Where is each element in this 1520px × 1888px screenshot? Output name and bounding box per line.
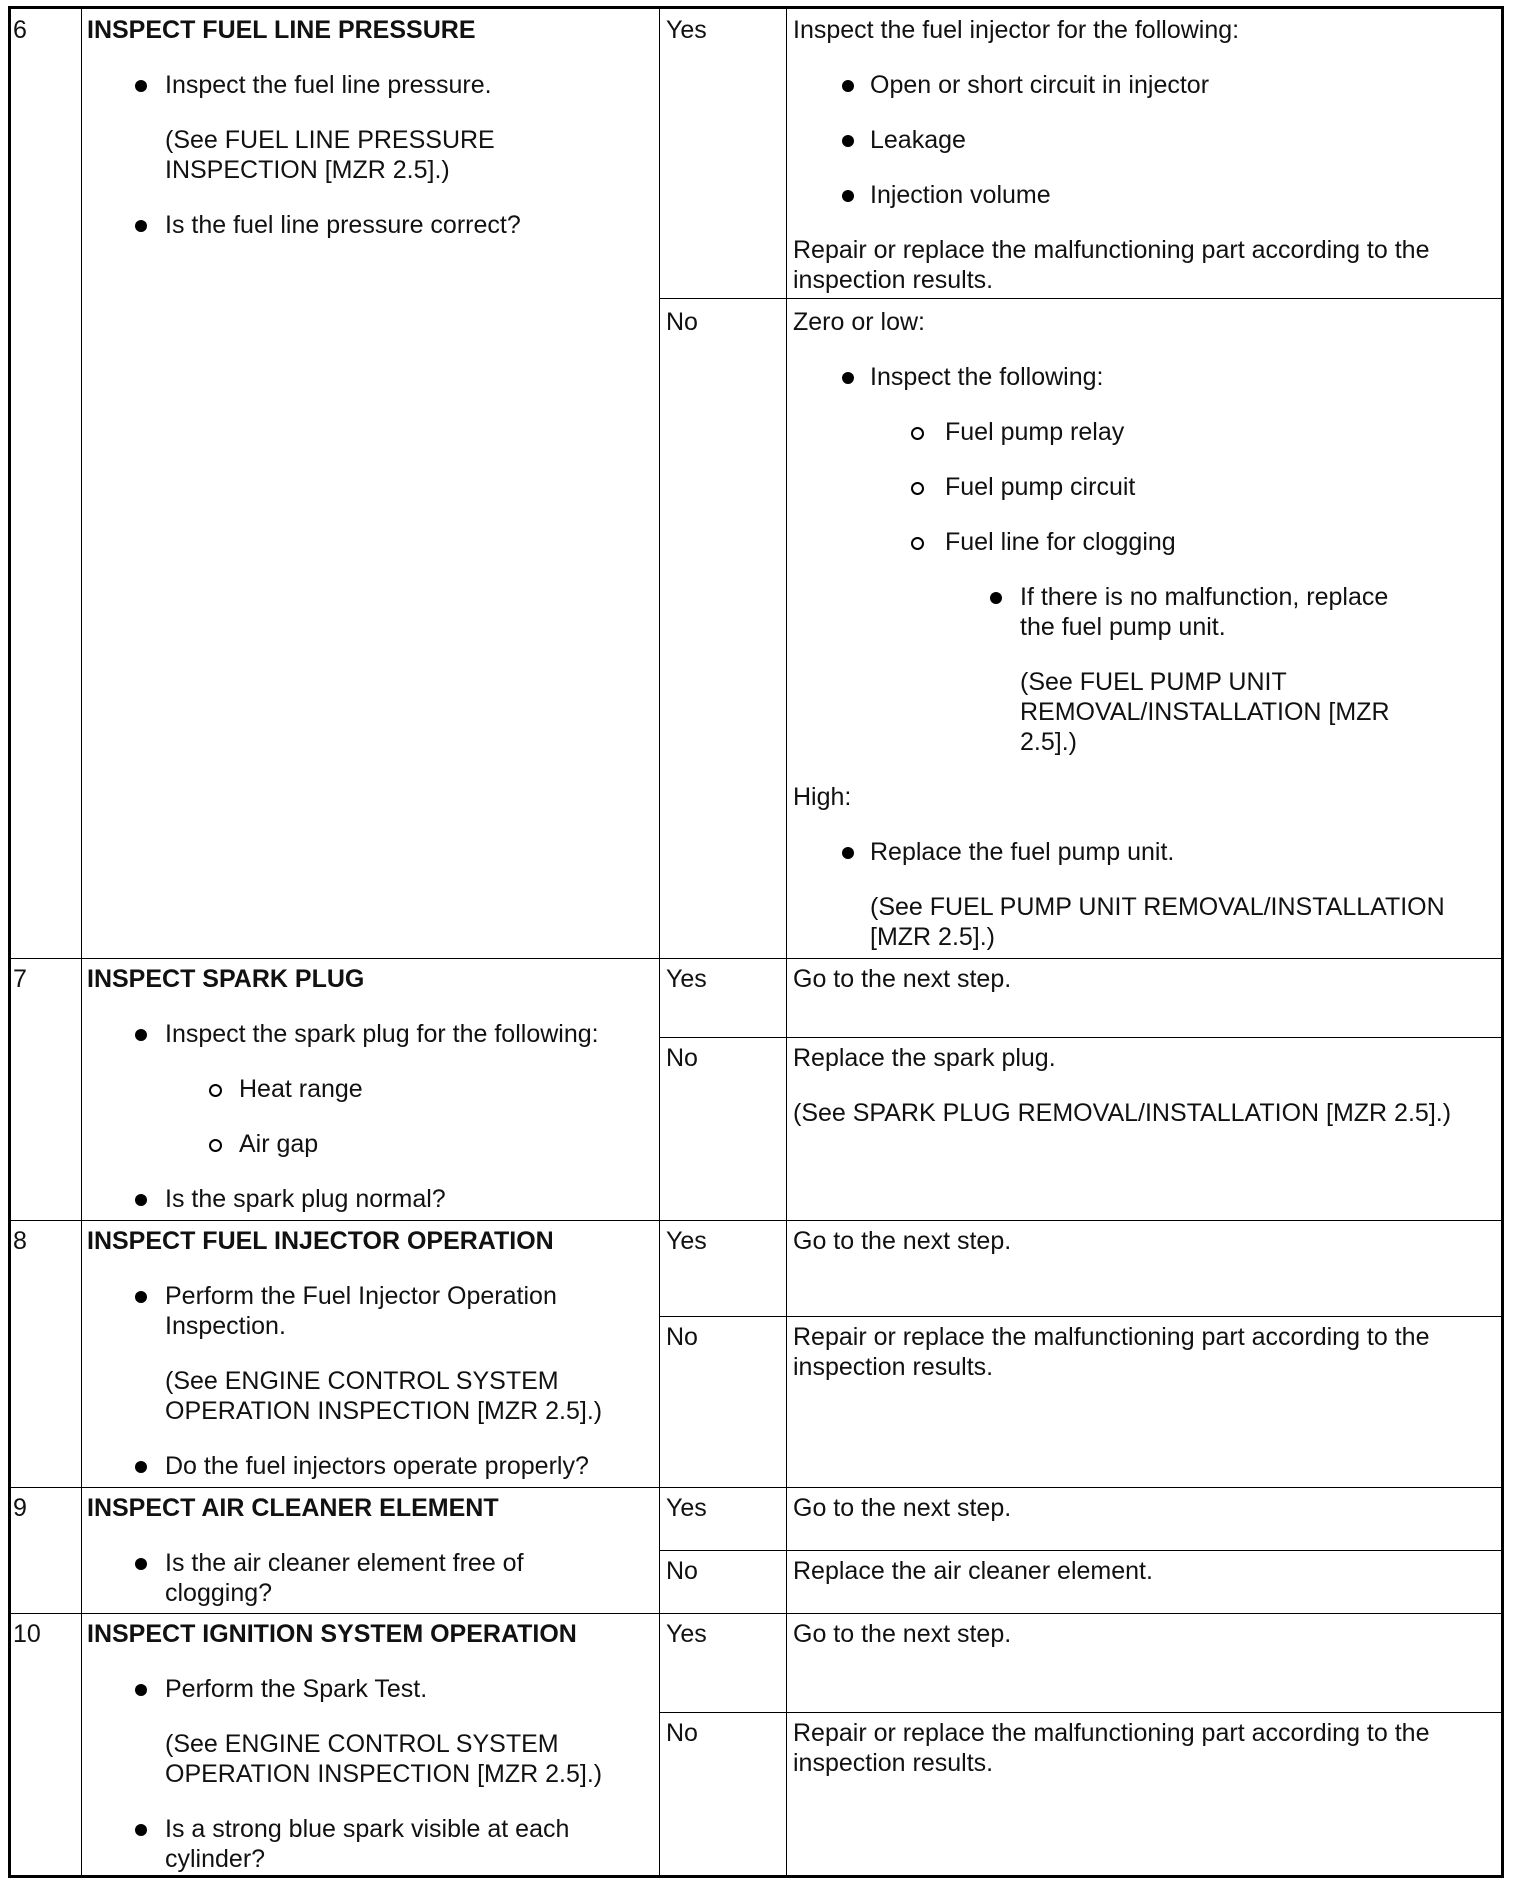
question-text: Is a strong blue spark visible at each xyxy=(165,1815,570,1843)
bullet-icon xyxy=(842,190,854,202)
step-title: INSPECT FUEL INJECTOR OPERATION xyxy=(87,1227,554,1255)
column-divider xyxy=(659,9,660,1875)
action-text: If there is no malfunction, replace xyxy=(1020,583,1389,611)
action-text: Replace the fuel pump unit. xyxy=(870,838,1175,866)
bullet-icon xyxy=(135,1194,147,1206)
action-text: Injection volume xyxy=(870,181,1051,209)
action-text: Go to the next step. xyxy=(793,1620,1012,1648)
no-label: No xyxy=(666,1323,698,1351)
reference-text: INSPECTION [MZR 2.5].) xyxy=(165,156,450,184)
reference-text: (See SPARK PLUG REMOVAL/INSTALLATION [MZR 2.5].) xyxy=(793,1099,1452,1127)
row-divider xyxy=(11,1220,1501,1221)
reference-text: REMOVAL/INSTALLATION [MZR xyxy=(1020,698,1390,726)
reference-text: [MZR 2.5].) xyxy=(870,923,996,951)
yes-label: Yes xyxy=(666,965,707,993)
yes-no-divider xyxy=(659,298,1501,299)
bullet-icon xyxy=(135,1291,147,1303)
check-item: Heat range xyxy=(239,1075,363,1103)
step-number: 10 xyxy=(13,1620,41,1648)
reference-text: (See ENGINE CONTROL SYSTEM xyxy=(165,1730,559,1758)
check-item: Inspection. xyxy=(165,1312,286,1340)
action-text: Replace the air cleaner element. xyxy=(793,1557,1153,1585)
action-text: inspection results. xyxy=(793,1749,994,1777)
no-label: No xyxy=(666,308,698,336)
yes-label: Yes xyxy=(666,1227,707,1255)
sub-bullet-icon xyxy=(911,482,924,495)
action-text: Fuel line for clogging xyxy=(945,528,1176,556)
check-item: Perform the Spark Test. xyxy=(165,1675,428,1703)
row-divider xyxy=(11,958,1501,959)
bullet-icon xyxy=(842,847,854,859)
yes-label: Yes xyxy=(666,16,707,44)
action-text: Fuel pump circuit xyxy=(945,473,1136,501)
bullet-icon xyxy=(135,1558,147,1570)
action-text: Leakage xyxy=(870,126,966,154)
bullet-icon xyxy=(135,80,147,92)
check-item: Inspect the fuel line pressure. xyxy=(165,71,492,99)
action-text: inspection results. xyxy=(793,1353,994,1381)
action-text: Go to the next step. xyxy=(793,1227,1012,1255)
action-text: High: xyxy=(793,783,852,811)
step-title: INSPECT SPARK PLUG xyxy=(87,965,365,993)
reference-text: (See FUEL LINE PRESSURE xyxy=(165,126,495,154)
check-item: Inspect the spark plug for the following: xyxy=(165,1020,599,1048)
action-text: Open or short circuit in injector xyxy=(870,71,1210,99)
question-text: Is the spark plug normal? xyxy=(165,1185,446,1213)
sub-bullet-icon xyxy=(911,427,924,440)
no-label: No xyxy=(666,1719,698,1747)
check-item: Perform the Fuel Injector Operation xyxy=(165,1282,557,1310)
yes-label: Yes xyxy=(666,1620,707,1648)
step-number: 9 xyxy=(13,1494,27,1522)
step-number: 7 xyxy=(13,965,27,993)
no-label: No xyxy=(666,1557,698,1585)
row-divider xyxy=(11,1613,1501,1614)
step-number: 6 xyxy=(13,16,27,44)
yes-no-divider xyxy=(659,1712,1501,1713)
yes-no-divider xyxy=(659,1037,1501,1038)
question-text: cylinder? xyxy=(165,1845,266,1873)
reference-text: 2.5].) xyxy=(1020,728,1077,756)
action-text: Repair or replace the malfunctioning part according to the xyxy=(793,1719,1430,1747)
step-title: INSPECT FUEL LINE PRESSURE xyxy=(87,16,476,44)
question-text: Is the fuel line pressure correct? xyxy=(165,211,521,239)
action-text: Fuel pump relay xyxy=(945,418,1125,446)
column-divider xyxy=(786,9,787,1875)
column-divider xyxy=(81,9,82,1875)
bullet-icon xyxy=(135,1461,147,1473)
yes-label: Yes xyxy=(666,1494,707,1522)
bullet-icon xyxy=(135,1684,147,1696)
action-text: Go to the next step. xyxy=(793,965,1012,993)
step-title: INSPECT AIR CLEANER ELEMENT xyxy=(87,1494,499,1522)
bullet-icon xyxy=(842,80,854,92)
no-label: No xyxy=(666,1044,698,1072)
sub-bullet-icon xyxy=(209,1084,222,1097)
sub-bullet-icon xyxy=(209,1139,222,1152)
reference-text: OPERATION INSPECTION [MZR 2.5].) xyxy=(165,1760,603,1788)
reference-text: (See ENGINE CONTROL SYSTEM xyxy=(165,1367,559,1395)
step-number: 8 xyxy=(13,1227,27,1255)
reference-text: (See FUEL PUMP UNIT xyxy=(1020,668,1287,696)
action-text: Repair or replace the malfunctioning part according to the xyxy=(793,1323,1430,1351)
bullet-icon xyxy=(842,135,854,147)
reference-text: (See FUEL PUMP UNIT REMOVAL/INSTALLATION xyxy=(870,893,1445,921)
bullet-icon xyxy=(990,592,1002,604)
bullet-icon xyxy=(135,220,147,232)
question-text: Do the fuel injectors operate properly? xyxy=(165,1452,589,1480)
step-title: INSPECT IGNITION SYSTEM OPERATION xyxy=(87,1620,577,1648)
action-text: Go to the next step. xyxy=(793,1494,1012,1522)
action-text: Repair or replace the malfunctioning part according to the xyxy=(793,236,1430,264)
action-text: Zero or low: xyxy=(793,308,925,336)
check-item: Air gap xyxy=(239,1130,319,1158)
action-text: Inspect the following: xyxy=(870,363,1104,391)
row-divider xyxy=(11,1487,1501,1488)
bullet-icon xyxy=(842,372,854,384)
reference-text: OPERATION INSPECTION [MZR 2.5].) xyxy=(165,1397,603,1425)
question-text: clogging? xyxy=(165,1579,273,1607)
bullet-icon xyxy=(135,1824,147,1836)
action-text: Inspect the fuel injector for the following: xyxy=(793,16,1240,44)
bullet-icon xyxy=(135,1029,147,1041)
action-text: the fuel pump unit. xyxy=(1020,613,1226,641)
action-text: inspection results. xyxy=(793,266,994,294)
action-text: Replace the spark plug. xyxy=(793,1044,1056,1072)
yes-no-divider xyxy=(659,1316,1501,1317)
question-text: Is the air cleaner element free of xyxy=(165,1549,524,1577)
yes-no-divider xyxy=(659,1550,1501,1551)
sub-bullet-icon xyxy=(911,537,924,550)
diagnostic-procedure-table xyxy=(8,6,1504,1878)
